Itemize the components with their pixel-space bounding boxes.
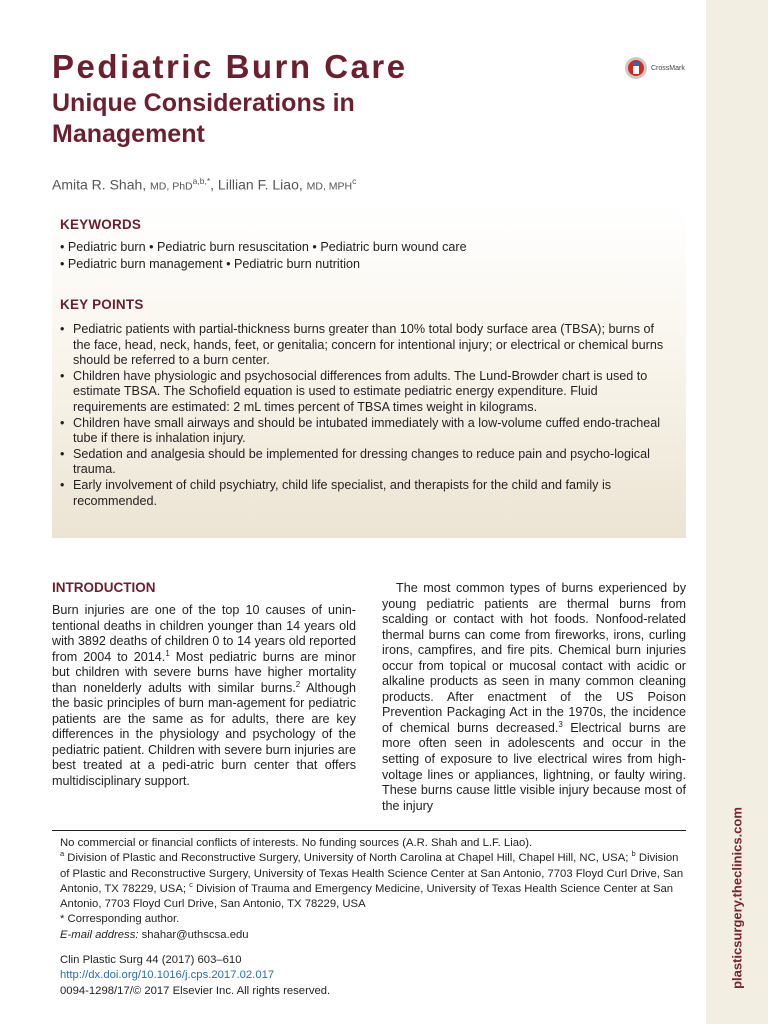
author-degrees: MD, PhD [150,180,193,193]
author-name: Amita R. Shah, [52,176,147,193]
key-point-item: • Children have physiologic and psychosocial differences from adults. The Lund-Browder chart is used to estimate TBSA. The Schofield equation is used to estimate pediatric energy expenditure. Fluid requirements are estimated: 2 mL times percent of TBSA times weight in kilograms. [60,369,670,416]
keywords-line: • Pediatric burn • Pediatric burn resuscitation • Pediatric burn wound care [60,240,467,254]
affiliations [60,851,686,912]
introduction-left-column [52,603,356,790]
affiliation-marker: a,b, [192,176,207,186]
keywords-list [60,239,680,272]
affiliation-marker: c [189,880,193,890]
reference-marker[interactable]: 3 [558,719,563,729]
keywords-line: • Pediatric burn management • Pediatric burn nutrition [60,256,361,271]
key-point-item: • Children have small airways and should be intubated immediately with a low-volume cuffed endo-tracheal tube if there is inhalation injury. [60,416,670,447]
reference-marker[interactable]: 1 [165,648,170,658]
body-text: Most pediatric burns are minor but children with severe burns have higher mortality than nonelderly adults with similar burns. [52,649,356,695]
email-address[interactable]: shahar@uthscsa.edu [138,928,249,941]
introduction-heading: INTRODUCTION [52,580,156,595]
author-list [52,176,356,193]
body-text: The most common types of burns experienced by young pediatric patients are thermal burns from scalding or contact with hot foods. Nonfood-related thermal burns can come from fireworks, irons, curling irons, campfires, and fire pits. Chemical burn injuries occur from topical or mucosal contact with acidic or alkaline products as seen in many common cleaning products. After enactment of the US Poison Prevention Packaging Act in the 1970s, the incidence of chemical burns decreased. [382,581,686,735]
body-text: Burn injuries are one of the top 10 causes of unin-tentional deaths in children younger than 14 years old with 3892 deaths of children 0 to 14 years old reported from 2004 to 2014. [52,603,356,664]
copyright-line: 0094-1298/17/© 2017 Elsevier Inc. All rights reserved. [60,984,331,997]
corresponding-author: * Corresponding author. [60,913,180,926]
key-point-item: • Pediatric patients with partial-thickness burns greater than 10% total body surface area (TBSA); burns of the face, head, neck, hands, feet, or genitalia; concern for intentional injury; or electrical or chemical burns should be referred to a burn center. [60,322,670,369]
article-subtitle: Unique Considerations in Management [52,89,355,148]
crossmark-label: CrossMark [651,64,685,72]
affiliation-text: Division of Plastic and Reconstructive Surgery, University of Texas Health Science Center at San Antonio, 7703 Floyd Curl Drive, San Antonio, TX 78229, USA; [60,852,684,895]
email-label: E-mail address: [60,928,139,941]
footnote-divider [52,830,686,831]
affiliation-marker: a [60,849,65,859]
author-separator: , [210,176,215,193]
key-points-list [60,322,670,509]
doi-link[interactable]: http://dx.doi.org/10.1016/j.cps.2017.02.017 [60,969,275,982]
body-text: Electrical burns are more often seen in adolescents and occur in the setting of exposure to live electrical wires from high-voltage lines or appliances, lightning, or faulty wiring. These burns cause little visible injury because most of the injury [382,720,686,813]
author-degrees: MD, MPH [306,180,353,193]
journal-url[interactable]: plasticsurgery.theclinics.com [729,807,745,989]
affiliation-marker: b [631,849,636,859]
affiliation-text: Division of Plastic and Reconstructive Surgery, University of North Carolina at Chapel Hill, Chapel Hill, NC, USA; [64,852,632,865]
reference-marker[interactable]: 2 [295,679,301,689]
introduction-right-column [382,581,686,814]
author-name: Lillian F. Liao, [217,176,303,193]
journal-citation: Clin Plastic Surg 44 (2017) 603–610 [60,954,242,966]
corresponding-marker: * [206,176,211,186]
conflicts-statement: No commercial or financial conflicts of interests. No funding sources (A.R. Shah and L.F. Liao). [60,837,533,849]
key-point-item: • Early involvement of child psychiatry, child life specialist, and therapists for the child and family is recommended. [60,478,670,509]
affiliation-text: Division of Trauma and Emergency Medicine, University of Texas Health Science Center at San Antonio, 7703 Floyd Curl Drive, San Antonio, TX 78229, USA [60,882,674,911]
body-text: Although the basic principles of burn man-agement for pediatric patients are the same as for adults, there are key differences in the physiology and psychology of the pediatric patient. Children with severe burn injuries are best treated at a pedi-atric burn center that offers multidisciplinary support. [52,680,356,789]
keywords-heading: KEYWORDS [60,217,142,232]
citation-block [60,953,460,999]
crossmark-icon [624,56,648,80]
affiliation-marker: c [352,176,357,186]
email-line [60,928,686,943]
article-title: Pediatric Burn Care [52,48,408,85]
footnotes [60,836,686,943]
crossmark-badge[interactable] [624,56,685,80]
key-points-heading: KEY POINTS [60,297,144,312]
key-point-item: • Sedation and analgesia should be implemented for dressing changes to reduce pain and psycho-logical trauma. [60,447,670,478]
